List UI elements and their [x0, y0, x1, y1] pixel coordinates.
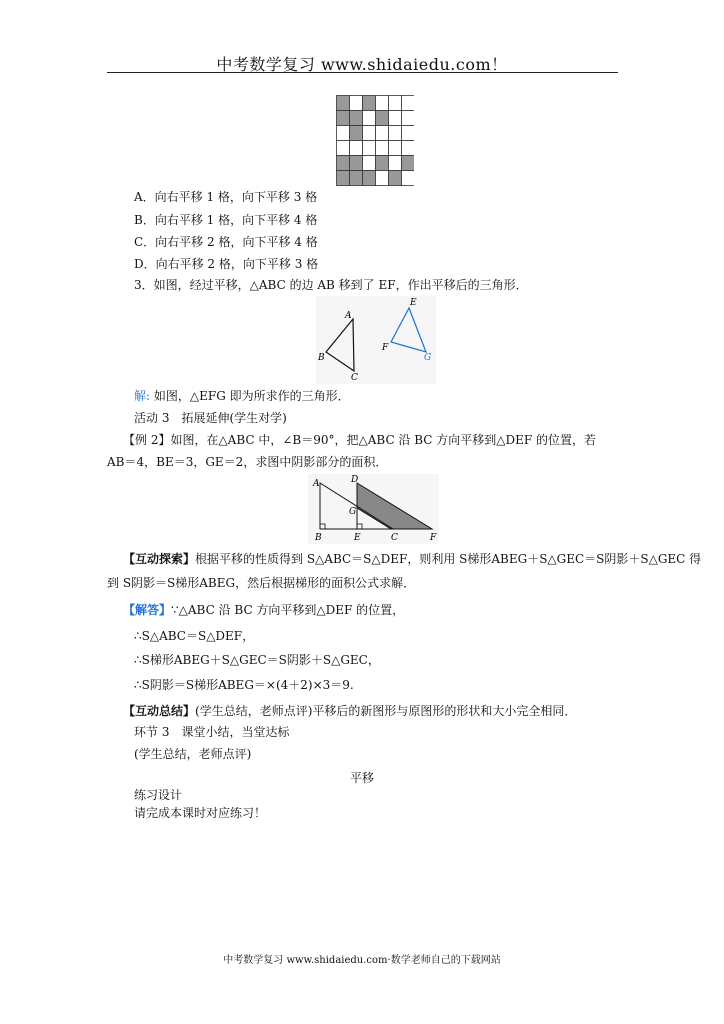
solution-text-1: ∵△ABC 沿 BC 方向平移到△DEF 的位置，: [171, 603, 405, 617]
header-rule: [107, 72, 618, 73]
option-d: D．向右平移 2 格，向下平移 3 格: [134, 257, 319, 271]
footer-text: 中考数学复习 www.shidaiedu.com·数学老师自己的下载网站: [223, 955, 501, 966]
solution-line1: [123, 602, 404, 618]
grid-cell: [337, 171, 350, 186]
grid-cell: [376, 126, 389, 141]
grid-cell: [376, 156, 389, 171]
topic-title: 平移: [349, 771, 374, 785]
header-title: 中考数学复习 www.shidaiedu.com！: [216, 55, 508, 74]
grid-cell: [389, 156, 402, 171]
grid-figure: [336, 95, 414, 186]
grid-cell: [402, 126, 415, 141]
figure-background: [316, 296, 436, 384]
label-e: E: [354, 533, 361, 543]
grid-cell: [363, 141, 376, 156]
grid-cell: [337, 96, 350, 111]
label-g: G: [349, 507, 357, 517]
explore-line1: [123, 551, 701, 567]
question-3: 3．如图，经过平移，△ABC 的边 AB 移到了 EF，作出平移后的三角形．: [134, 278, 528, 292]
section-3-heading: 环节 3 课堂小结，当堂达标: [134, 725, 290, 739]
grid-cell: [363, 126, 376, 141]
grid-cell: [363, 111, 376, 126]
grid-cell: [376, 171, 389, 186]
summary-tag: 【互动总结】: [123, 704, 196, 718]
label-c: C: [351, 373, 358, 383]
label-f: F: [382, 343, 389, 353]
label-b: B: [315, 533, 322, 543]
label-g: G: [424, 353, 432, 363]
option-c: C．向右平移 2 格，向下平移 4 格: [134, 235, 318, 249]
triangles-figure: [316, 296, 436, 384]
option-b: B．向右平移 1 格，向下平移 4 格: [134, 213, 318, 227]
grid-cell: [350, 111, 363, 126]
grid-cell: [389, 96, 402, 111]
grid-cell: [363, 96, 376, 111]
label-d: D: [351, 475, 359, 485]
explore-tag: 【互动探索】: [123, 552, 196, 566]
example-2-line1: 【例 2】如图，在△ABC 中，∠B＝90°，把△ABC 沿 BC 方向平移到△DEF 的位置，若: [123, 433, 597, 447]
summary-line: [123, 703, 576, 719]
grid-cell: [350, 96, 363, 111]
solution-line3: ∴S梯形ABEG＋S△GEC＝S阴影＋S△GEC，: [134, 653, 380, 667]
label-f: F: [430, 533, 437, 543]
practice-text: 请完成本课时对应练习！: [134, 806, 267, 820]
label-b: B: [318, 353, 325, 363]
grid-cell: [402, 141, 415, 156]
grid-cell: [376, 141, 389, 156]
solution-line4: ∴S阴影＝S梯形ABEG＝×(4＋2)×3＝9.: [134, 678, 354, 692]
label-a: A: [345, 311, 352, 321]
solution-tag: 【解答】: [123, 603, 172, 617]
option-a: A．向右平移 1 格，向下平移 3 格: [134, 190, 318, 204]
grid-cell: [350, 141, 363, 156]
grid-cell: [376, 111, 389, 126]
review-note: (学生总结，老师点评): [134, 747, 252, 761]
grid-cell: [389, 126, 402, 141]
solution-line2: ∴S△ABC＝S△DEF，: [134, 629, 255, 643]
grid-cell: [376, 96, 389, 111]
trapezoid-figure: [308, 474, 439, 544]
label-a: A: [313, 479, 320, 489]
grid-cell: [337, 141, 350, 156]
example-2-line2: AB＝4，BE＝3，GE＝2，求图中阴影部分的面积．: [107, 455, 388, 469]
grid-cell: [363, 156, 376, 171]
grid-cell: [337, 111, 350, 126]
grid-cell: [389, 111, 402, 126]
label-e: E: [410, 298, 417, 308]
activity-3-heading: 活动 3 拓展延伸(学生对学): [134, 411, 287, 425]
grid-cell: [402, 96, 415, 111]
answer-text: 如图，△EFG 即为所求作的三角形．: [153, 389, 350, 403]
grid-cell: [363, 171, 376, 186]
grid-cell: [402, 111, 415, 126]
answer-prefix: 解:: [134, 389, 151, 403]
grid-cell: [337, 156, 350, 171]
grid-cell: [350, 126, 363, 141]
grid-cell: [402, 171, 415, 186]
grid-cell: [389, 171, 402, 186]
grid-cell: [350, 171, 363, 186]
grid-cell: [389, 141, 402, 156]
answer-q3: [134, 388, 350, 404]
grid-cell: [402, 156, 415, 171]
label-c: C: [391, 533, 398, 543]
explore-line2: 到 S阴影＝S梯形ABEG，然后根据梯形的面积公式求解．: [107, 576, 416, 590]
summary-text: (学生总结，老师点评)平移后的新图形与原图形的形状和大小完全相同．: [195, 704, 577, 718]
grid-cell: [337, 126, 350, 141]
explore-text-1: 根据平移的性质得到 S△ABC＝S△DEF，则利用 S梯形ABEG＋S△GEC＝S阴影＋S△GEC 得: [195, 552, 702, 566]
grid-cell: [350, 156, 363, 171]
practice-title: 练习设计: [134, 788, 183, 802]
